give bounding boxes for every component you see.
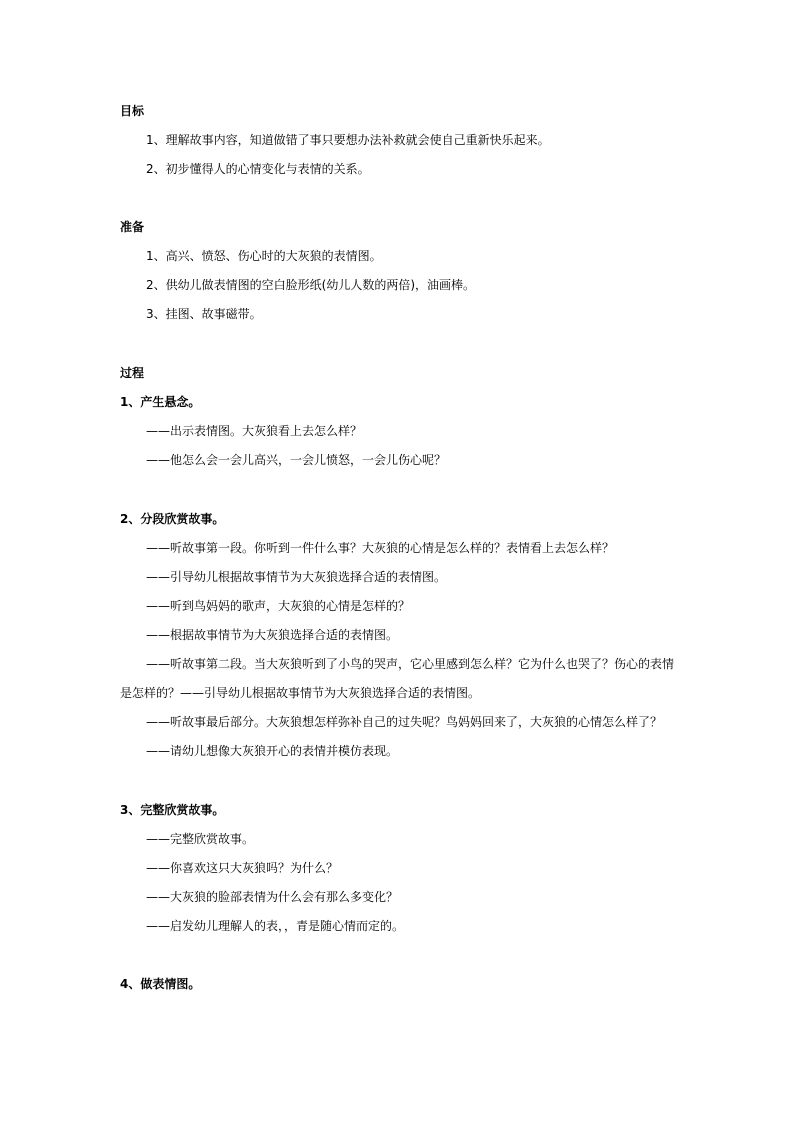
step1-item-2: ——他怎么会一会儿高兴，一会儿愤怒，一会儿伤心呢？ [146,453,447,467]
step2-item-2: ——引导幼儿根据故事情节为大灰狼选择合适的表情图。 [146,570,447,584]
prep-item-1: 1、高兴、愤怒、伤心时的大灰狼的表情图。 [146,249,382,263]
prep-item-2: 2、供幼儿做表情图的空白脸形纸(幼儿人数的两倍)，油画棒。 [146,278,476,292]
step2-item-7: ——请幼儿想像大灰狼开心的表情并模仿表现。 [146,744,399,758]
process-heading: 过程 [120,366,145,380]
step4-heading: 4、做表情图。 [120,977,201,991]
step3-item-3: ——大灰狼的脸部表情为什么会有那么多变化？ [146,890,399,904]
step2-heading: 2、分段欣赏故事。 [120,512,225,526]
step2-item-5: ——听故事第二段。当大灰狼听到了小鸟的哭声，它心里感到怎么样？它为什么也哭了？伤心的表情 [146,657,675,671]
goal-item-1: 1、理解故事内容，知道做错了事只要想办法补救就会使自己重新快乐起来。 [146,133,550,147]
step1-heading: 1、产生悬念。 [120,395,201,409]
goal-item-2: 2、初步懂得人的心情变化与表情的关系。 [146,162,370,176]
prep-heading: 准备 [120,220,145,234]
step1-item-1: ——出示表情图。大灰狼看上去怎么样？ [146,424,363,438]
step2-item-4: ——根据故事情节为大灰狼选择合适的表情图。 [146,628,399,642]
step2-item-5-continued: 是怎样的？——引导幼儿根据故事情节为大灰狼选择合适的表情图。 [120,686,481,700]
goal-heading: 目标 [120,104,145,118]
step3-item-4: ——启发幼儿理解人的表，，青是随心情而定的。 [146,919,405,933]
step2-item-1: ——听故事第一段。你听到一件什么事？大灰狼的心情是怎么样的？表情看上去怎么样？ [146,541,615,555]
prep-item-3: 3、挂图、故事磁带。 [146,307,262,321]
step3-item-2: ——你喜欢这只大灰狼吗？为什么？ [146,861,339,875]
step3-heading: 3、完整欣赏故事。 [120,803,225,817]
step2-item-6: ——听故事最后部分。大灰狼想怎样弥补自己的过失呢？鸟妈妈回来了，大灰狼的心情怎么样了？ [146,715,663,729]
step3-item-1: ——完整欣赏故事。 [146,832,255,846]
step2-item-3: ——听到鸟妈妈的歌声，大灰狼的心情是怎样的？ [146,599,411,613]
